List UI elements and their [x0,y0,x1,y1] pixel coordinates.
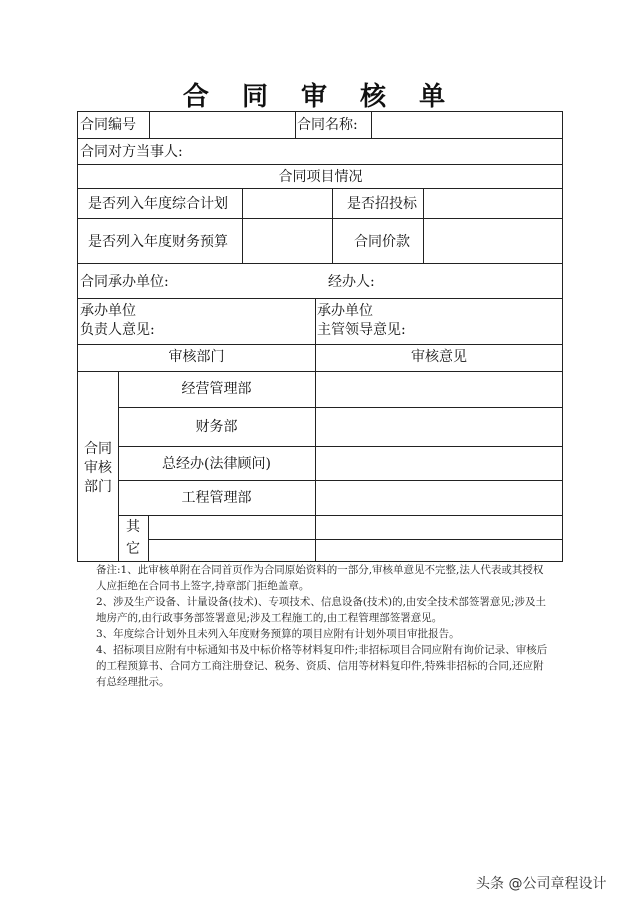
col-divider [149,112,150,138]
unit-head-opinion-line1: 承办单位 [80,303,136,319]
side-label-3: 部门 [84,479,112,495]
note-3: 3、年度综合计划外且未列入年度财务预算的项目应附有计划外项目审批报告。 [96,628,460,640]
counterparty-label: 合同对方当事人: [80,144,183,160]
contract-review-form [77,111,563,562]
notes [96,562,552,690]
handler-label: 经办人: [328,274,375,290]
watermark: 头条 @公司章程设计 [476,876,607,892]
review-opinion-header: 审核意见 [411,349,467,365]
supervisor-opinion-line2: 主管领导意见: [317,322,406,338]
row-divider [78,138,563,139]
row-divider [78,344,563,345]
row-divider [118,515,563,516]
row-divider [78,371,563,372]
budget-label: 是否列入年度财务预算 [88,234,228,250]
contract-name-label: 合同名称: [297,117,358,133]
project-section-label: 合同项目情况 [278,169,363,185]
note-4: 4、招标项目应附有中标通知书及中标价格等材料复印件;非招标项目合同应附有询价记录、审核后的工程预算书、合同方工商注册登记、税务、资质、信用等材料复印件,特殊非招标的合同,还应附有总经理批示。 [96,644,548,688]
row-divider [78,164,563,165]
col-divider [332,188,333,263]
other-label-2: 它 [126,541,140,557]
dept-business: 经营管理部 [181,381,252,397]
tender-label: 是否招投标 [347,196,417,212]
undertaking-unit-label: 合同承办单位: [80,274,169,290]
col-divider [242,188,243,263]
annual-plan-label: 是否列入年度综合计划 [88,196,228,212]
unit-head-opinion-line2: 负责人意见: [80,322,155,338]
row-divider [78,188,563,189]
note-1: 备注:1、此审核单附在合同首页作为合同原始资料的一部分,审核单意见不完整,法人代表或其授权人应拒绝在合同书上签字,持章部门拒绝盖章。 [96,564,544,592]
note-2: 2、涉及生产设备、计量设备(技术)、专项技术、信息设备(技术)的,由安全技术部签署意见;涉及土地房产的,由行政事务部签署意见;涉及工程施工的,由工程管理部签署意见。 [96,596,546,624]
side-label-1: 合同 [84,441,112,457]
supervisor-opinion-line1: 承办单位 [317,303,373,319]
row-divider [78,298,563,299]
row-divider [118,407,563,408]
row-divider [118,446,563,447]
col-divider [148,515,149,562]
row-divider [148,539,563,540]
row-divider [78,263,563,264]
review-dept-header: 审核部门 [168,349,225,365]
form-title: 合 同 审 核 单 [182,82,458,112]
dept-general-office: 总经办(法律顾问) [162,456,271,472]
other-label-1: 其 [126,519,140,535]
side-label-2: 审核 [84,460,112,476]
row-divider [78,218,563,219]
col-divider [371,112,372,138]
col-divider [423,188,424,263]
price-label: 合同价款 [354,234,410,250]
dept-finance: 财务部 [195,419,238,435]
col-divider [295,112,296,138]
dept-engineering: 工程管理部 [181,490,252,506]
contract-no-label: 合同编号 [80,117,136,133]
row-divider [118,480,563,481]
col-divider [315,298,316,562]
